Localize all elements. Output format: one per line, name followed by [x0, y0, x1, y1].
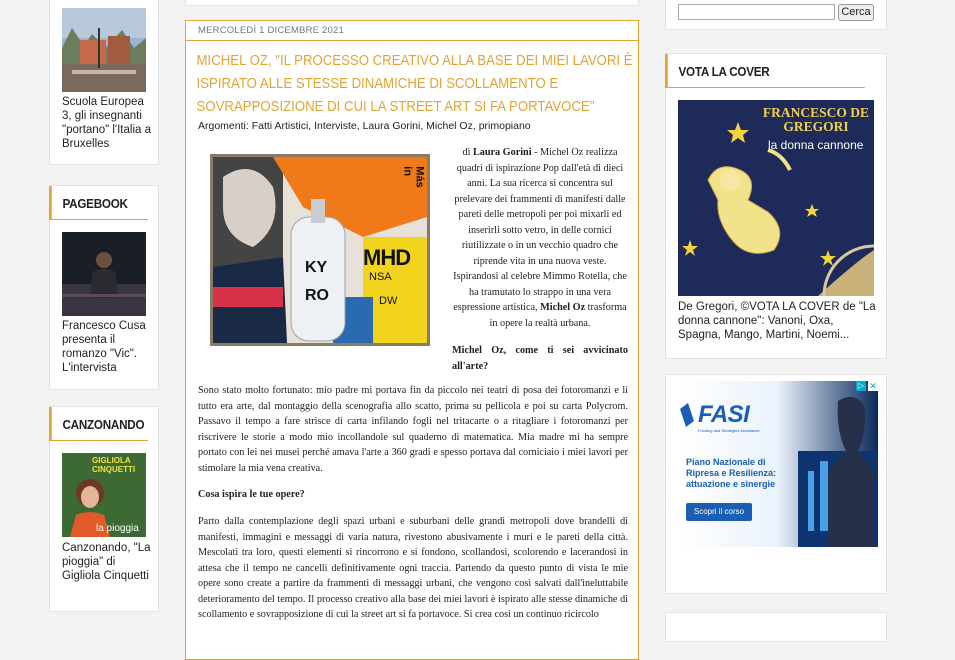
search-button[interactable]: Cerca: [838, 4, 874, 21]
ad-widget: [665, 374, 887, 594]
ad-tagline: Funding and Strategies Assistance: [698, 428, 760, 433]
answer-2: [198, 514, 628, 623]
canzonando-title: CANZONANDO: [49, 407, 148, 441]
vota-cover-art: [678, 100, 874, 296]
intro-end: trasforma in opere la realtà urbana.: [489, 302, 627, 329]
school-caption: Scuola Europea 3, gli insegnanti "portano" l'Italia a Bruxelles: [62, 96, 151, 150]
artwork-image[interactable]: [210, 154, 430, 346]
blog-post: [185, 20, 639, 660]
artwork-text-ky: KY: [305, 259, 328, 276]
label-links[interactable]: Fatti Artistici, Interviste, Laura Gorini, Michel Oz, primopiano: [251, 120, 531, 132]
previous-post-box: [185, 0, 639, 6]
school-widget: [49, 0, 159, 165]
vota-cover-artist: FRANCESCO DE GREGORI: [762, 105, 870, 134]
ad-cta-button[interactable]: Scopri il corso: [686, 503, 752, 521]
pagebook-widget: [49, 185, 159, 390]
intro-di: di: [462, 147, 471, 158]
vota-cover-album: la donna cannone: [768, 138, 864, 152]
canzonando-caption: Canzonando, "La pioggia" di Gigliola Cinquetti: [62, 542, 151, 582]
artwork-text-nsa: NSA: [369, 271, 392, 283]
artwork-text-dw: DW: [379, 295, 398, 307]
canzonando-cover-top: GIGLIOLA CINQUETTI: [92, 456, 136, 474]
question-2-text: Cosa ispira le tue opere?: [198, 489, 305, 500]
answer-2-text: Parto dalla contemplazione degli spazi urbani e suburbani delle grandi metropoli dove brandelli di manifesti, immagini e messaggi di varia natura, rivestono abusivamente i muri e le pareti della città. Mescolati tra loro, questi elementi si rincorrono e si fondono, scollandosi, scolorendo e lacerandosi in attesa che il tempo ne cancelli definitivamente ogni traccia. Partendo da questo punto di vista le mie opere sono create a partire da frammenti di messaggi urbani, che vengono così salvati dall'ineluttabile deterioramento del tempo. Il processo creativo alla base dei miei lavori è ispirato alle stesse dinamiche di scollamento e sovrapposizione di cui la street art si fa portavoce. Si crea così un continuo ricircolo: [198, 516, 628, 620]
post-title[interactable]: [186, 41, 657, 118]
question-2: [198, 487, 628, 503]
labels-prefix: Argomenti:: [198, 120, 249, 132]
ad-close-x-icon[interactable]: ✕: [869, 381, 877, 391]
ad-headline: Piano Nazionale di Ripresa e Resilienza: attuazione e sinergie: [686, 457, 777, 489]
ad-close-icon[interactable]: ▷: [857, 381, 865, 390]
next-widget: [665, 612, 887, 642]
ad-brand: FASI: [698, 401, 750, 428]
artwork-text-ro: RO: [305, 287, 329, 304]
post-intro: [452, 145, 628, 331]
canzonando-widget: [49, 406, 159, 612]
vota-cover: [678, 100, 874, 296]
intro-name: Michel Oz: [540, 302, 586, 313]
artwork-text-mas: Más in: [401, 166, 426, 188]
question-1: [452, 343, 628, 374]
school-thumbnail: [62, 8, 146, 92]
canzonando-cover-bottom: la pioggia: [96, 523, 139, 534]
artwork-text-mhd: MHD: [363, 245, 411, 270]
vota-title: VOTA LA COVER: [665, 54, 865, 88]
pagebook-thumbnail: [62, 232, 146, 316]
intro-text: - Michel Oz realizza quadri di ispirazione Pop dall'età di dieci anni. La sua ricerca si concentra sul prelevare dei frammenti di manifesti dalle pareti delle metropoli per poi mixarli ed inserirli sotto vetro, in delle cornici riutilizzate o in un vecchio quadro che riprende vita in una nuova veste. Ispirandosi al celebre Mimmo Rotella, che ha tramutato lo strappo in una vera espressione artistica,: [453, 147, 627, 313]
question-1-text: Michel Oz, come ti sei avvicinato all'arte?: [452, 345, 628, 372]
post-date: MERCOLEDÌ 1 DICEMBRE 2021: [186, 21, 638, 41]
canzonando-cover: [62, 453, 146, 537]
vota-widget: [665, 53, 887, 359]
post-labels: [186, 118, 638, 132]
post-title-link[interactable]: MICHEL OZ, "IL PROCESSO CREATIVO ALLA BASE DEI MIEI LAVORI È ISPIRATO ALLE STESSE DINAMICHE DI SCOLLAMENTO E SOVRAPPOSIZIONE DI CUI LA STREET ART SI FA PORTAVOCE": [196, 52, 633, 115]
ad-creative: [678, 381, 878, 547]
search-input[interactable]: [678, 4, 835, 20]
pagebook-title: PAGEBOOK: [49, 186, 148, 220]
answer-1-text: Sono stato molto fortunato: mio padre mi portava fin da piccolo nei teatri di posa dei fotoromanzi e lì tutto era arte, dal montaggio della scenografia allo scatto, prima su pellicola e poi su carta Polycrom. Passavo il tempo a fare strisce di carta infilando fogli nel tritacarte o a ritagliare i fotoromanzi per riscrivere le storie a modo mio incollandole sul quaderno di matematica. Mia madre mi ha sempre portato con lei nei musei perché amava l'arte a 360 gradi e spesso portava dal corniciaio i miei lavori per stimolare la mia vena creativa.: [198, 385, 628, 474]
intro-author: Laura Gorini: [472, 147, 532, 158]
pagebook-caption: Francesco Cusa presenta il romanzo "Vic". L'intervista: [62, 320, 146, 374]
vota-caption: De Gregori, ©VOTA LA COVER de "La donna cannone": Vanoni, Oxa, Spagna, Mango, Martini, Noemi...: [678, 301, 876, 341]
answer-1: [198, 383, 628, 476]
